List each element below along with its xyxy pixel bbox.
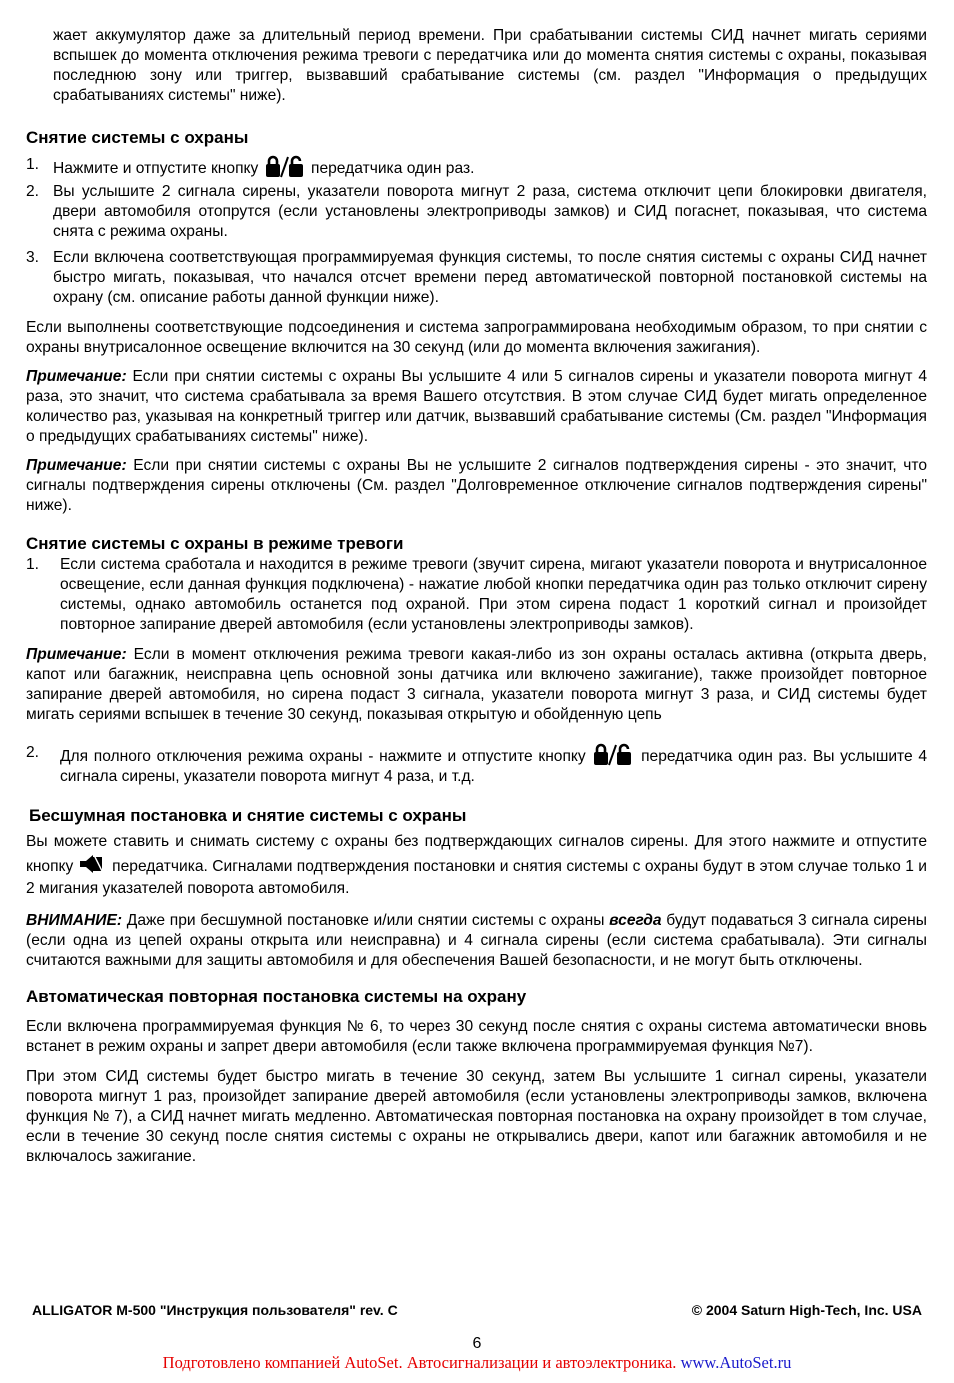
intro-paragraph: жает аккумулятор даже за длительный период времени. При срабатывании системы СИД начнет мигать сериями вспышек до момента отключения режима тревоги с передатчика или до момента снятия системы с охраны, показывая последнюю зону или триггер, вызвавший срабатывание системы (см. раздел "Информация о предыдущих срабатываниях системы" ниже). <box>53 27 927 104</box>
emphasis-text: всегда <box>609 912 662 929</box>
banner-link[interactable]: www.AutoSet.ru <box>680 1353 792 1372</box>
list-number: 2. <box>26 183 40 200</box>
lock-unlock-icon <box>265 155 305 179</box>
warning-label: ВНИМАНИЕ: <box>26 912 123 929</box>
note-label: Примечание: <box>26 646 127 663</box>
section-title-auto-rearm: Автоматическая повторная постановка системы на охрану <box>26 987 527 1006</box>
lock-unlock-icon <box>593 743 633 767</box>
autoset-banner <box>0 1353 954 1373</box>
paragraph: При этом СИД системы будет быстро мигать в течение 30 секунд, затем Вы услышите 1 сигнал сирены, указатели поворота мигнут 1 раз, произойдет запирание дверей автомобиля (если установлены электроприводы замков, включена функция № 7), а СИД начнет мигать медленно. Автоматическая повторная постановка на охрану произойдет в том случае, если в течение 30 секунд после снятия системы с охраны не открывались двери, капот или багажник автомобиля и не включалось зажигание. <box>26 1068 927 1165</box>
section-title-silent: Бесшумная постановка и снятие системы с охраны <box>29 806 467 825</box>
list-item <box>26 743 927 787</box>
section-title-disarm: Снятие системы с охраны <box>26 128 249 147</box>
list-text: Если система сработала и находится в режиме тревоги (звучит сирена, мигают указатели поворота и внутрисалонное освещение, если данная функция подключена) - нажатие любой кнопки передатчика один раз только отключит сирену системы, однако автомобиль останется под охраной. При этом сирена подаст 1 короткий сигнал и произойдет повторное запирание дверей автомобиля (если установлены электроприводы замков). <box>60 556 927 633</box>
note-label: Примечание: <box>26 368 127 385</box>
paragraph: Вы можете ставить и снимать систему с охраны без подтверждающих сигналов сирены. Для этого нажмите и отпустите кнопку передатчика. Сигналами подтверждения постановки и снятия системы с охраны будут в этом случае только 1 и 2 мигания указателей поворота автомобиля. <box>26 833 927 897</box>
note-text: Если в момент отключения режима тревоги какая-либо из зон охраны осталась активна (открыта дверь, капот или багажник, неисправна цепь основной зоны датчика или включено зажигание), также произойдет повторное запирание дверей автомобиля, но сирена подаст 3 сигнала, указатели поворота мигнут 3 раза, и СИД системы будет мигать сериями вспышек в течение 30 секунд, показывая открытую и обойденную цепь <box>26 646 928 723</box>
paragraph: Если выполнены соответствующие подсоединения и система запрограммирована необходимым образом, то при снятии с охраны внутрисалонное освещение включится на 30 секунд (или до момента включения зажигания). <box>26 319 927 356</box>
list-text: Вы услышите 2 сигнала сирены, указатели поворота мигнут 2 раза, система отключит цепи блокировки двигателя, двери автомобиля отопрутся (если установлены электроприводы замков) и СИД погаснет, показывая, что система снята с режима охраны. <box>53 183 927 240</box>
list-text: Для полного отключения режима охраны - нажмите и отпустите кнопку <box>60 748 586 765</box>
banner-text: Подготовлено компанией AutoSet. Автосигнализации и автоэлектроника. <box>162 1353 677 1372</box>
list-number: 3. <box>26 249 40 266</box>
note-text: Если при снятии системы с охраны Вы не услышите 2 сигналов подтверждения сирены - это значит, что сигналы подтверждения сирены отключены (См. раздел "Долговременное отключение сигналов подтверждения сирены" ниже). <box>26 457 927 514</box>
warning-paragraph: ВНИМАНИЕ: Даже при бесшумной постановке и/или снятии системы с охраны всегда будут подаваться 3 сигнала сирены (если одна из цепей охраны открыта или неисправна) и 4 сигнала сирены (если система срабатывала). Эти сигналы считаются важными для защиты автомобиля и для обеспечения Вашей безопасности, и не могут быть отключены. <box>26 912 928 969</box>
list-item <box>26 248 927 308</box>
note-paragraph <box>26 645 927 725</box>
list-item <box>26 555 927 635</box>
list-number: 1. <box>26 556 40 573</box>
list-item <box>26 182 927 242</box>
footer-right: © 2004 Saturn High-Tech, Inc. USA <box>691 1302 922 1318</box>
section-title-disarm-alarm: Снятие системы с охраны в режиме тревоги <box>26 534 404 553</box>
paragraph: Если включена программируемая функция № 6, то через 30 секунд после снятия с охраны система автоматически вновь встанет в режим охраны и запрет двери автомобиля (если также включена программируемая функция №7). <box>26 1018 927 1055</box>
document-page <box>26 26 927 1167</box>
note-text: Если при снятии системы с охраны Вы услышите 4 или 5 сигналов сирены и указатели поворота мигнут 4 раза, это значит, что система срабатывала за время Вашего отсутствия. В этом случае СИД будет мигать определенное количество раз, указывая на конкретный триггер или датчик, вызвавший срабатывание системы (См. раздел "Информация о предыдущих срабатываниях системы" ниже). <box>26 368 927 445</box>
note-paragraph <box>26 456 927 516</box>
list-text: передатчика один раз. <box>311 160 475 177</box>
footer-left: ALLIGATOR M-500 "Инструкция пользователя" rev. C <box>32 1302 398 1318</box>
list-text: Если включена соответствующая программируемая функция системы, то после снятия системы с охраны СИД начнет быстро мигать, показывая, что начался отсчет времени перед автоматической повторной постановкой системы на охрану (см. описание работы данной функции ниже). <box>53 249 927 306</box>
list-text: передатчика один раз. Вы услышите 4 сигнала сирены, указатели поворота мигнут 4 раза, и т.д. <box>60 748 928 785</box>
page-footer <box>32 1300 922 1320</box>
page-number: 6 <box>472 1335 482 1352</box>
note-label: Примечание: <box>26 457 127 474</box>
mute-button-icon <box>78 853 104 875</box>
list-number: 1. <box>26 156 40 173</box>
list-text: Нажмите и отпустите кнопку <box>53 160 259 177</box>
list-number: 2. <box>26 744 40 761</box>
list-item <box>26 155 927 179</box>
note-paragraph <box>26 367 927 447</box>
